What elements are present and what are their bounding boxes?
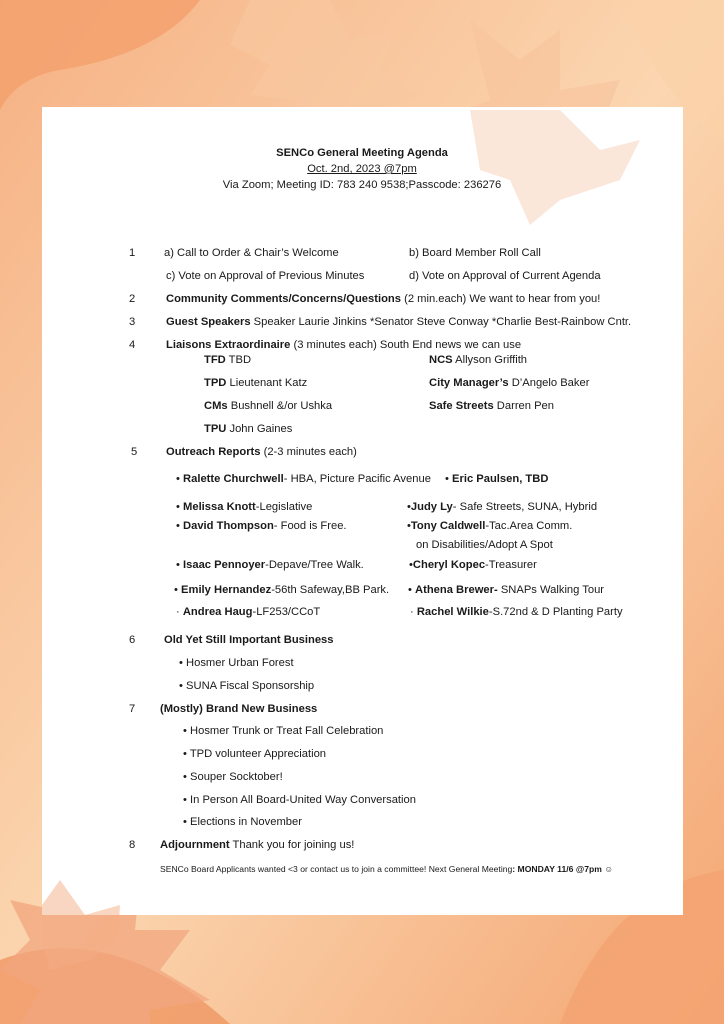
zoom-info: Via Zoom; Meeting ID: 783 240 9538;Passcode: 236276 <box>222 179 502 191</box>
report-item: · Andrea Haug-LF253/CCoT <box>176 606 321 618</box>
list-item: • Elections in November <box>183 816 302 828</box>
call-to-order: a) Call to Order & Chair’s Welcome <box>164 247 339 259</box>
page-title: SENCo General Meeting Agenda <box>276 147 448 159</box>
list-item: • Hosmer Urban Forest <box>179 657 294 669</box>
liaison-tpu: TPU John Gaines <box>204 423 293 435</box>
report-item: • Athena Brewer- SNAPs Walking Tour <box>408 584 605 596</box>
report-item: • Ralette Churchwell- HBA, Picture Pacific Avenue <box>176 473 431 485</box>
report-item: • Melissa Knott-Legislative <box>176 501 313 513</box>
guest-speakers: Guest Speakers Speaker Laurie Jinkins *Senator Steve Conway *Charlie Best-Rainbow Cntr. <box>166 316 632 328</box>
vote-current-agenda: d) Vote on Approval of Current Agenda <box>409 270 601 282</box>
old-business-heading: Old Yet Still Important Business <box>164 634 334 646</box>
liaison-city-manager: City Manager’s D’Angelo Baker <box>429 377 590 389</box>
footer-note: SENCo Board Applicants wanted <3 or contact us to join a committee! Next General Meeting: MONDAY 11/6 @7pm ☺ <box>160 864 614 874</box>
vote-previous-minutes: c) Vote on Approval of Previous Minutes <box>166 270 365 282</box>
item-number: 5 <box>131 446 138 458</box>
roll-call: b) Board Member Roll Call <box>409 247 541 259</box>
list-item: • Hosmer Trunk or Treat Fall Celebration <box>183 725 384 737</box>
liaisons-heading: Liaisons Extraordinaire (3 minutes each) South End news we can use <box>166 339 522 351</box>
report-item: • Emily Hernandez-56th Safeway,BB Park. <box>174 584 390 596</box>
report-item: · Rachel Wilkie-S.72nd & D Planting Party <box>410 606 623 618</box>
item-number: 4 <box>129 339 136 351</box>
list-item: • TPD volunteer Appreciation <box>183 748 327 760</box>
liaison-tpd: TPD Lieutenant Katz <box>204 377 308 389</box>
new-business-heading: (Mostly) Brand New Business <box>160 703 318 715</box>
item-number: 3 <box>129 316 136 328</box>
report-item: •Cheryl Kopec-Treasurer <box>409 559 537 571</box>
list-item: • SUNA Fiscal Sponsorship <box>179 680 315 692</box>
meeting-date: Oct. 2nd, 2023 @7pm <box>307 163 417 175</box>
report-item: • David Thompson- Food is Free. <box>176 520 347 532</box>
item-number: 7 <box>129 703 136 715</box>
liaison-safe-streets: Safe Streets Darren Pen <box>429 400 555 412</box>
list-item: • Souper Socktober! <box>183 771 283 783</box>
report-item-continued: on Disabilities/Adopt A Spot <box>416 539 553 551</box>
community-comments: Community Comments/Concerns/Questions (2 min.each) We want to hear from you! <box>166 293 601 305</box>
liaison-tfd: TFD TBD <box>204 354 252 366</box>
item-number: 2 <box>129 293 136 305</box>
liaison-cms: CMs Bushnell &/or Ushka <box>204 400 333 412</box>
report-item: •Judy Ly- Safe Streets, SUNA, Hybrid <box>407 501 598 513</box>
report-item: • Eric Paulsen, TBD <box>445 473 549 485</box>
report-item: • Isaac Pennoyer-Depave/Tree Walk. <box>176 559 364 571</box>
item-number: 1 <box>129 247 136 259</box>
list-item: • In Person All Board-United Way Conversation <box>183 794 416 806</box>
item-number: 8 <box>129 839 136 851</box>
item-number: 6 <box>129 634 136 646</box>
adjournment: Adjournment Thank you for joining us! <box>160 839 355 851</box>
report-item: •Tony Caldwell-Tac.Area Comm. <box>407 520 573 532</box>
outreach-heading: Outreach Reports (2-3 minutes each) <box>166 446 357 458</box>
liaison-ncs: NCS Allyson Griffith <box>429 354 528 366</box>
